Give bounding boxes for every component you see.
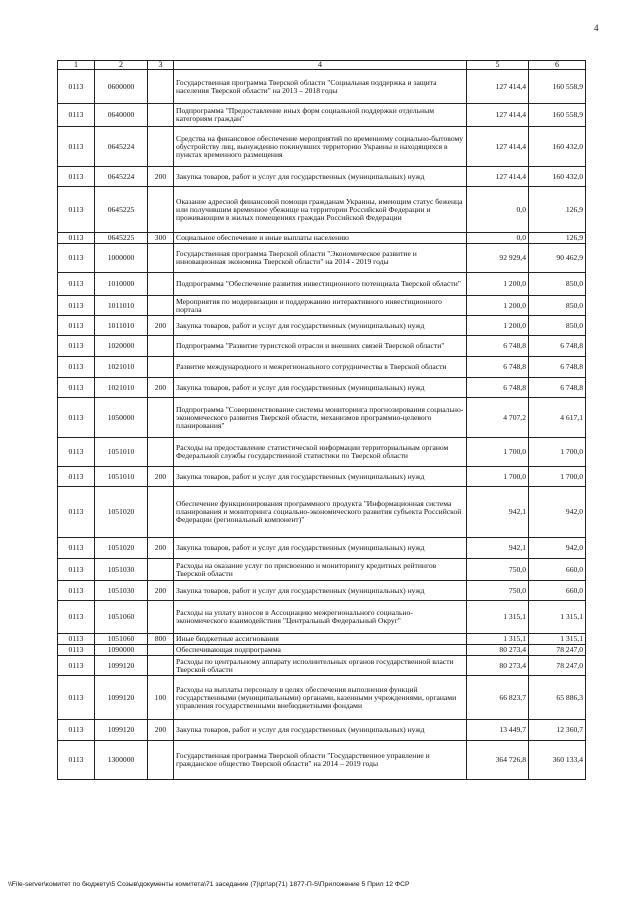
table-row: [58, 645, 586, 656]
cell-c5: 1 315,1: [467, 634, 529, 645]
table-row: [58, 273, 586, 296]
cell-c2: 1051030: [95, 581, 148, 601]
cell-c5: 80 273,4: [467, 645, 529, 656]
table-row: [58, 720, 586, 741]
table-row: [58, 676, 586, 720]
cell-c6: 12 360,7: [529, 720, 586, 741]
cell-c2: 0645225: [95, 187, 148, 233]
page-number: 4: [594, 23, 599, 33]
cell-c4: Расходы на уплату взносов в Ассоциацию межрегионального социально-экономического взаимодействия "Центральный Федеральный Округ": [174, 601, 467, 634]
cell-c4: Закупка товаров, работ и услуг для государственных (муниципальных) нужд: [174, 581, 467, 601]
cell-c6: 942,0: [529, 538, 586, 559]
table-row: [58, 316, 586, 336]
cell-c5: 750,0: [467, 581, 529, 601]
cell-c2: 1051060: [95, 601, 148, 634]
table-row: [58, 296, 586, 316]
cell-c5: 1 700,0: [467, 438, 529, 467]
cell-c6: 360 133,4: [529, 741, 586, 780]
cell-c3: [148, 296, 174, 316]
cell-c2: 0640000: [95, 104, 148, 127]
cell-c1: 0113: [58, 634, 95, 645]
cell-c1: 0113: [58, 70, 95, 104]
cell-c2: 1099120: [95, 720, 148, 741]
cell-c4: Обеспечивающая подпрограмма: [174, 645, 467, 656]
cell-c3: 200: [148, 167, 174, 187]
column-header: 5: [467, 61, 529, 70]
cell-c4: Иные бюджетные ассигнования: [174, 634, 467, 645]
cell-c3: 200: [148, 378, 174, 398]
cell-c4: Закупка товаров, работ и услуг для государственных (муниципальных) нужд: [174, 467, 467, 487]
cell-c2: 1051020: [95, 538, 148, 559]
cell-c3: [148, 741, 174, 780]
cell-c1: 0113: [58, 741, 95, 780]
table-row: [58, 656, 586, 676]
table-row: [58, 467, 586, 487]
cell-c3: 200: [148, 316, 174, 336]
cell-c1: 0113: [58, 438, 95, 467]
table-row: [58, 487, 586, 538]
cell-c1: 0113: [58, 316, 95, 336]
cell-c1: 0113: [58, 104, 95, 127]
cell-c6: 126,9: [529, 187, 586, 233]
table-header-row: [58, 61, 586, 70]
cell-c5: 1 200,0: [467, 316, 529, 336]
cell-c4: Подпрограмма "Обеспечение развития инвестиционного потенциала Тверской области": [174, 273, 467, 296]
table-row: [58, 233, 586, 244]
cell-c4: Расходы на предоставление статистической информации территориальным органом Федеральной службы государственной статистики по Тверской области: [174, 438, 467, 467]
cell-c5: 6 748,8: [467, 378, 529, 398]
column-header: 4: [174, 61, 467, 70]
cell-c2: 1300000: [95, 741, 148, 780]
cell-c2: 1099120: [95, 676, 148, 720]
cell-c2: 1000000: [95, 244, 148, 273]
cell-c5: 127 414,4: [467, 70, 529, 104]
table-row: [58, 634, 586, 645]
cell-c1: 0113: [58, 296, 95, 316]
cell-c2: 1051010: [95, 438, 148, 467]
cell-c2: 0645224: [95, 127, 148, 167]
cell-c3: [148, 336, 174, 357]
cell-c1: 0113: [58, 645, 95, 656]
cell-c6: 78 247,0: [529, 645, 586, 656]
cell-c2: 1051060: [95, 634, 148, 645]
cell-c6: 160 432,0: [529, 127, 586, 167]
cell-c1: 0113: [58, 487, 95, 538]
cell-c1: 0113: [58, 357, 95, 378]
cell-c6: 126,9: [529, 233, 586, 244]
cell-c5: 1 315,1: [467, 601, 529, 634]
table-row: [58, 104, 586, 127]
cell-c6: 4 617,1: [529, 398, 586, 438]
cell-c6: 942,0: [529, 487, 586, 538]
cell-c5: 127 414,4: [467, 167, 529, 187]
cell-c1: 0113: [58, 127, 95, 167]
cell-c6: 1 700,0: [529, 438, 586, 467]
table-row: [58, 244, 586, 273]
cell-c4: Закупка товаров, работ и услуг для государственных (муниципальных) нужд: [174, 538, 467, 559]
cell-c5: 364 726,8: [467, 741, 529, 780]
table-row: [58, 741, 586, 780]
cell-c2: 0645224: [95, 167, 148, 187]
cell-c3: 200: [148, 581, 174, 601]
cell-c3: [148, 127, 174, 167]
cell-c2: 1010000: [95, 273, 148, 296]
cell-c4: Закупка товаров, работ и услуг для государственных (муниципальных) нужд: [174, 720, 467, 741]
cell-c4: Социальное обеспечение и иные выплаты населению: [174, 233, 467, 244]
cell-c1: 0113: [58, 467, 95, 487]
cell-c3: [148, 438, 174, 467]
cell-c6: 850,0: [529, 273, 586, 296]
cell-c3: [148, 656, 174, 676]
cell-c1: 0113: [58, 581, 95, 601]
cell-c5: 750,0: [467, 559, 529, 581]
table-row: [58, 336, 586, 357]
cell-c2: 1050000: [95, 398, 148, 438]
cell-c3: [148, 398, 174, 438]
cell-c5: 6 748,8: [467, 336, 529, 357]
table-row: [58, 601, 586, 634]
table-row: [58, 167, 586, 187]
cell-c5: 0,0: [467, 187, 529, 233]
cell-c5: 1 700,0: [467, 467, 529, 487]
cell-c5: 0,0: [467, 233, 529, 244]
cell-c3: [148, 187, 174, 233]
cell-c5: 13 449,7: [467, 720, 529, 741]
cell-c2: 0600000: [95, 70, 148, 104]
cell-c2: 1051030: [95, 559, 148, 581]
cell-c6: 850,0: [529, 296, 586, 316]
cell-c5: 6 748,8: [467, 357, 529, 378]
cell-c5: 127 414,4: [467, 104, 529, 127]
cell-c4: Государственная программа Тверской области "Экономическое развитие и инновационная экономика Тверской области" на 2014 - 2019 годы: [174, 244, 467, 273]
cell-c2: 1090000: [95, 645, 148, 656]
cell-c4: Закупка товаров, работ и услуг для государственных (муниципальных) нужд: [174, 167, 467, 187]
cell-c6: 6 748,8: [529, 336, 586, 357]
cell-c5: 1 200,0: [467, 273, 529, 296]
cell-c3: 200: [148, 720, 174, 741]
cell-c3: [148, 357, 174, 378]
cell-c2: 1011010: [95, 316, 148, 336]
table-row: [58, 559, 586, 581]
cell-c5: 92 929,4: [467, 244, 529, 273]
cell-c1: 0113: [58, 720, 95, 741]
cell-c1: 0113: [58, 676, 95, 720]
budget-table: [57, 60, 586, 780]
column-header: 1: [58, 61, 95, 70]
cell-c5: 4 707,2: [467, 398, 529, 438]
cell-c4: Расходы на выплаты персоналу в целях обеспечения выполнения функций государственными (муниципальными) органами, казенными учреждениями, органами управления государственными внебюджетными фондами: [174, 676, 467, 720]
cell-c6: 1 315,1: [529, 601, 586, 634]
file-path-footer: \\File-server\комитет по бюджету\5 Созыв\документы комитета\71 заседание (7)\рг\зр(71) 1877-П-5\Приложение 5 Прил 12 ФСР: [8, 881, 410, 888]
table-row: [58, 378, 586, 398]
cell-c4: Обеспечение функционирования программного продукта "Информационная система планирования и мониторинга социально-экономического развития субъекта Российской Федерации (региональный компонент)": [174, 487, 467, 538]
cell-c6: 660,0: [529, 559, 586, 581]
cell-c6: 660,0: [529, 581, 586, 601]
cell-c4: Государственная программа Тверской области "Социальная поддержка и защита населения Тверской области" на 2013 – 2018 годы: [174, 70, 467, 104]
cell-c6: 90 462,9: [529, 244, 586, 273]
cell-c4: Подпрограмма "Предоставление иных форм социальной поддержки отдельным категориям граждан": [174, 104, 467, 127]
cell-c4: Расходы на оказание услуг по присвоению и мониторингу кредитных рейтингов Тверской области: [174, 559, 467, 581]
cell-c1: 0113: [58, 244, 95, 273]
cell-c6: 160 558,9: [529, 70, 586, 104]
cell-c4: Подпрограмма "Развитие туристской отрасли и внешних связей Тверской области": [174, 336, 467, 357]
cell-c3: [148, 273, 174, 296]
column-header: 2: [95, 61, 148, 70]
table-row: [58, 581, 586, 601]
column-header: 3: [148, 61, 174, 70]
cell-c3: 100: [148, 676, 174, 720]
cell-c6: 160 558,9: [529, 104, 586, 127]
cell-c2: 1020000: [95, 336, 148, 357]
table-row: [58, 438, 586, 467]
cell-c5: 1 200,0: [467, 296, 529, 316]
cell-c1: 0113: [58, 273, 95, 296]
cell-c5: 127 414,4: [467, 127, 529, 167]
cell-c5: 942,1: [467, 538, 529, 559]
cell-c6: 1 315,1: [529, 634, 586, 645]
cell-c2: 1051020: [95, 487, 148, 538]
cell-c3: [148, 487, 174, 538]
table-row: [58, 187, 586, 233]
cell-c1: 0113: [58, 187, 95, 233]
cell-c1: 0113: [58, 398, 95, 438]
cell-c1: 0113: [58, 378, 95, 398]
cell-c1: 0113: [58, 167, 95, 187]
cell-c4: Государственная программа Тверской области "Государственное управление и гражданское общество Тверской области" на 2014 – 2019 годы: [174, 741, 467, 780]
cell-c6: 160 432,0: [529, 167, 586, 187]
cell-c4: Расходы по центральному аппарату исполнительных органов государственной власти Тверской области: [174, 656, 467, 676]
table-row: [58, 398, 586, 438]
cell-c6: 850,0: [529, 316, 586, 336]
cell-c3: 300: [148, 233, 174, 244]
cell-c6: 6 748,8: [529, 357, 586, 378]
column-header: 6: [529, 61, 586, 70]
table-body: [58, 70, 586, 780]
cell-c3: [148, 70, 174, 104]
table-row: [58, 538, 586, 559]
cell-c2: 1011010: [95, 296, 148, 316]
cell-c3: 800: [148, 634, 174, 645]
cell-c4: Развитие международного и межрегионального сотрудничества в Тверской области: [174, 357, 467, 378]
table-row: [58, 70, 586, 104]
cell-c6: 78 247,0: [529, 656, 586, 676]
cell-c2: 1099120: [95, 656, 148, 676]
table-row: [58, 357, 586, 378]
cell-c4: Закупка товаров, работ и услуг для государственных (муниципальных) нужд: [174, 378, 467, 398]
cell-c3: 200: [148, 538, 174, 559]
cell-c5: 942,1: [467, 487, 529, 538]
cell-c6: 6 748,8: [529, 378, 586, 398]
cell-c1: 0113: [58, 336, 95, 357]
cell-c2: 1051010: [95, 467, 148, 487]
cell-c1: 0113: [58, 656, 95, 676]
cell-c3: [148, 645, 174, 656]
cell-c3: [148, 244, 174, 273]
cell-c3: [148, 601, 174, 634]
cell-c1: 0113: [58, 601, 95, 634]
cell-c3: 200: [148, 467, 174, 487]
cell-c5: 66 823,7: [467, 676, 529, 720]
cell-c4: Средства на финансовое обеспечение мероприятий по временному социально-бытовому обустройству лиц, вынужденно покинувших территорию Украины и находящихся в пунктах временного размещения: [174, 127, 467, 167]
cell-c4: Закупка товаров, работ и услуг для государственных (муниципальных) нужд: [174, 316, 467, 336]
cell-c2: 1021010: [95, 378, 148, 398]
cell-c2: 0645225: [95, 233, 148, 244]
table-row: [58, 127, 586, 167]
cell-c6: 65 886,3: [529, 676, 586, 720]
cell-c1: 0113: [58, 233, 95, 244]
cell-c1: 0113: [58, 559, 95, 581]
cell-c4: Подпрограмма "Совершенствование системы мониторинга прогнозирования социально-экономического развития Тверской области, механизмов программно-целевого планирования": [174, 398, 467, 438]
cell-c3: [148, 104, 174, 127]
cell-c4: Оказание адресной финансовой помощи гражданам Украины, имеющим статус беженца или получившим временное убежище на территории Российской Федерации и проживающим в жилых помещениях граждан Российской Федерации: [174, 187, 467, 233]
cell-c4: Мероприятия по модернизации и поддержанию интерактивного инвестиционного портала: [174, 296, 467, 316]
cell-c5: 80 273,4: [467, 656, 529, 676]
cell-c3: [148, 559, 174, 581]
cell-c1: 0113: [58, 538, 95, 559]
cell-c2: 1021010: [95, 357, 148, 378]
cell-c6: 1 700,0: [529, 467, 586, 487]
